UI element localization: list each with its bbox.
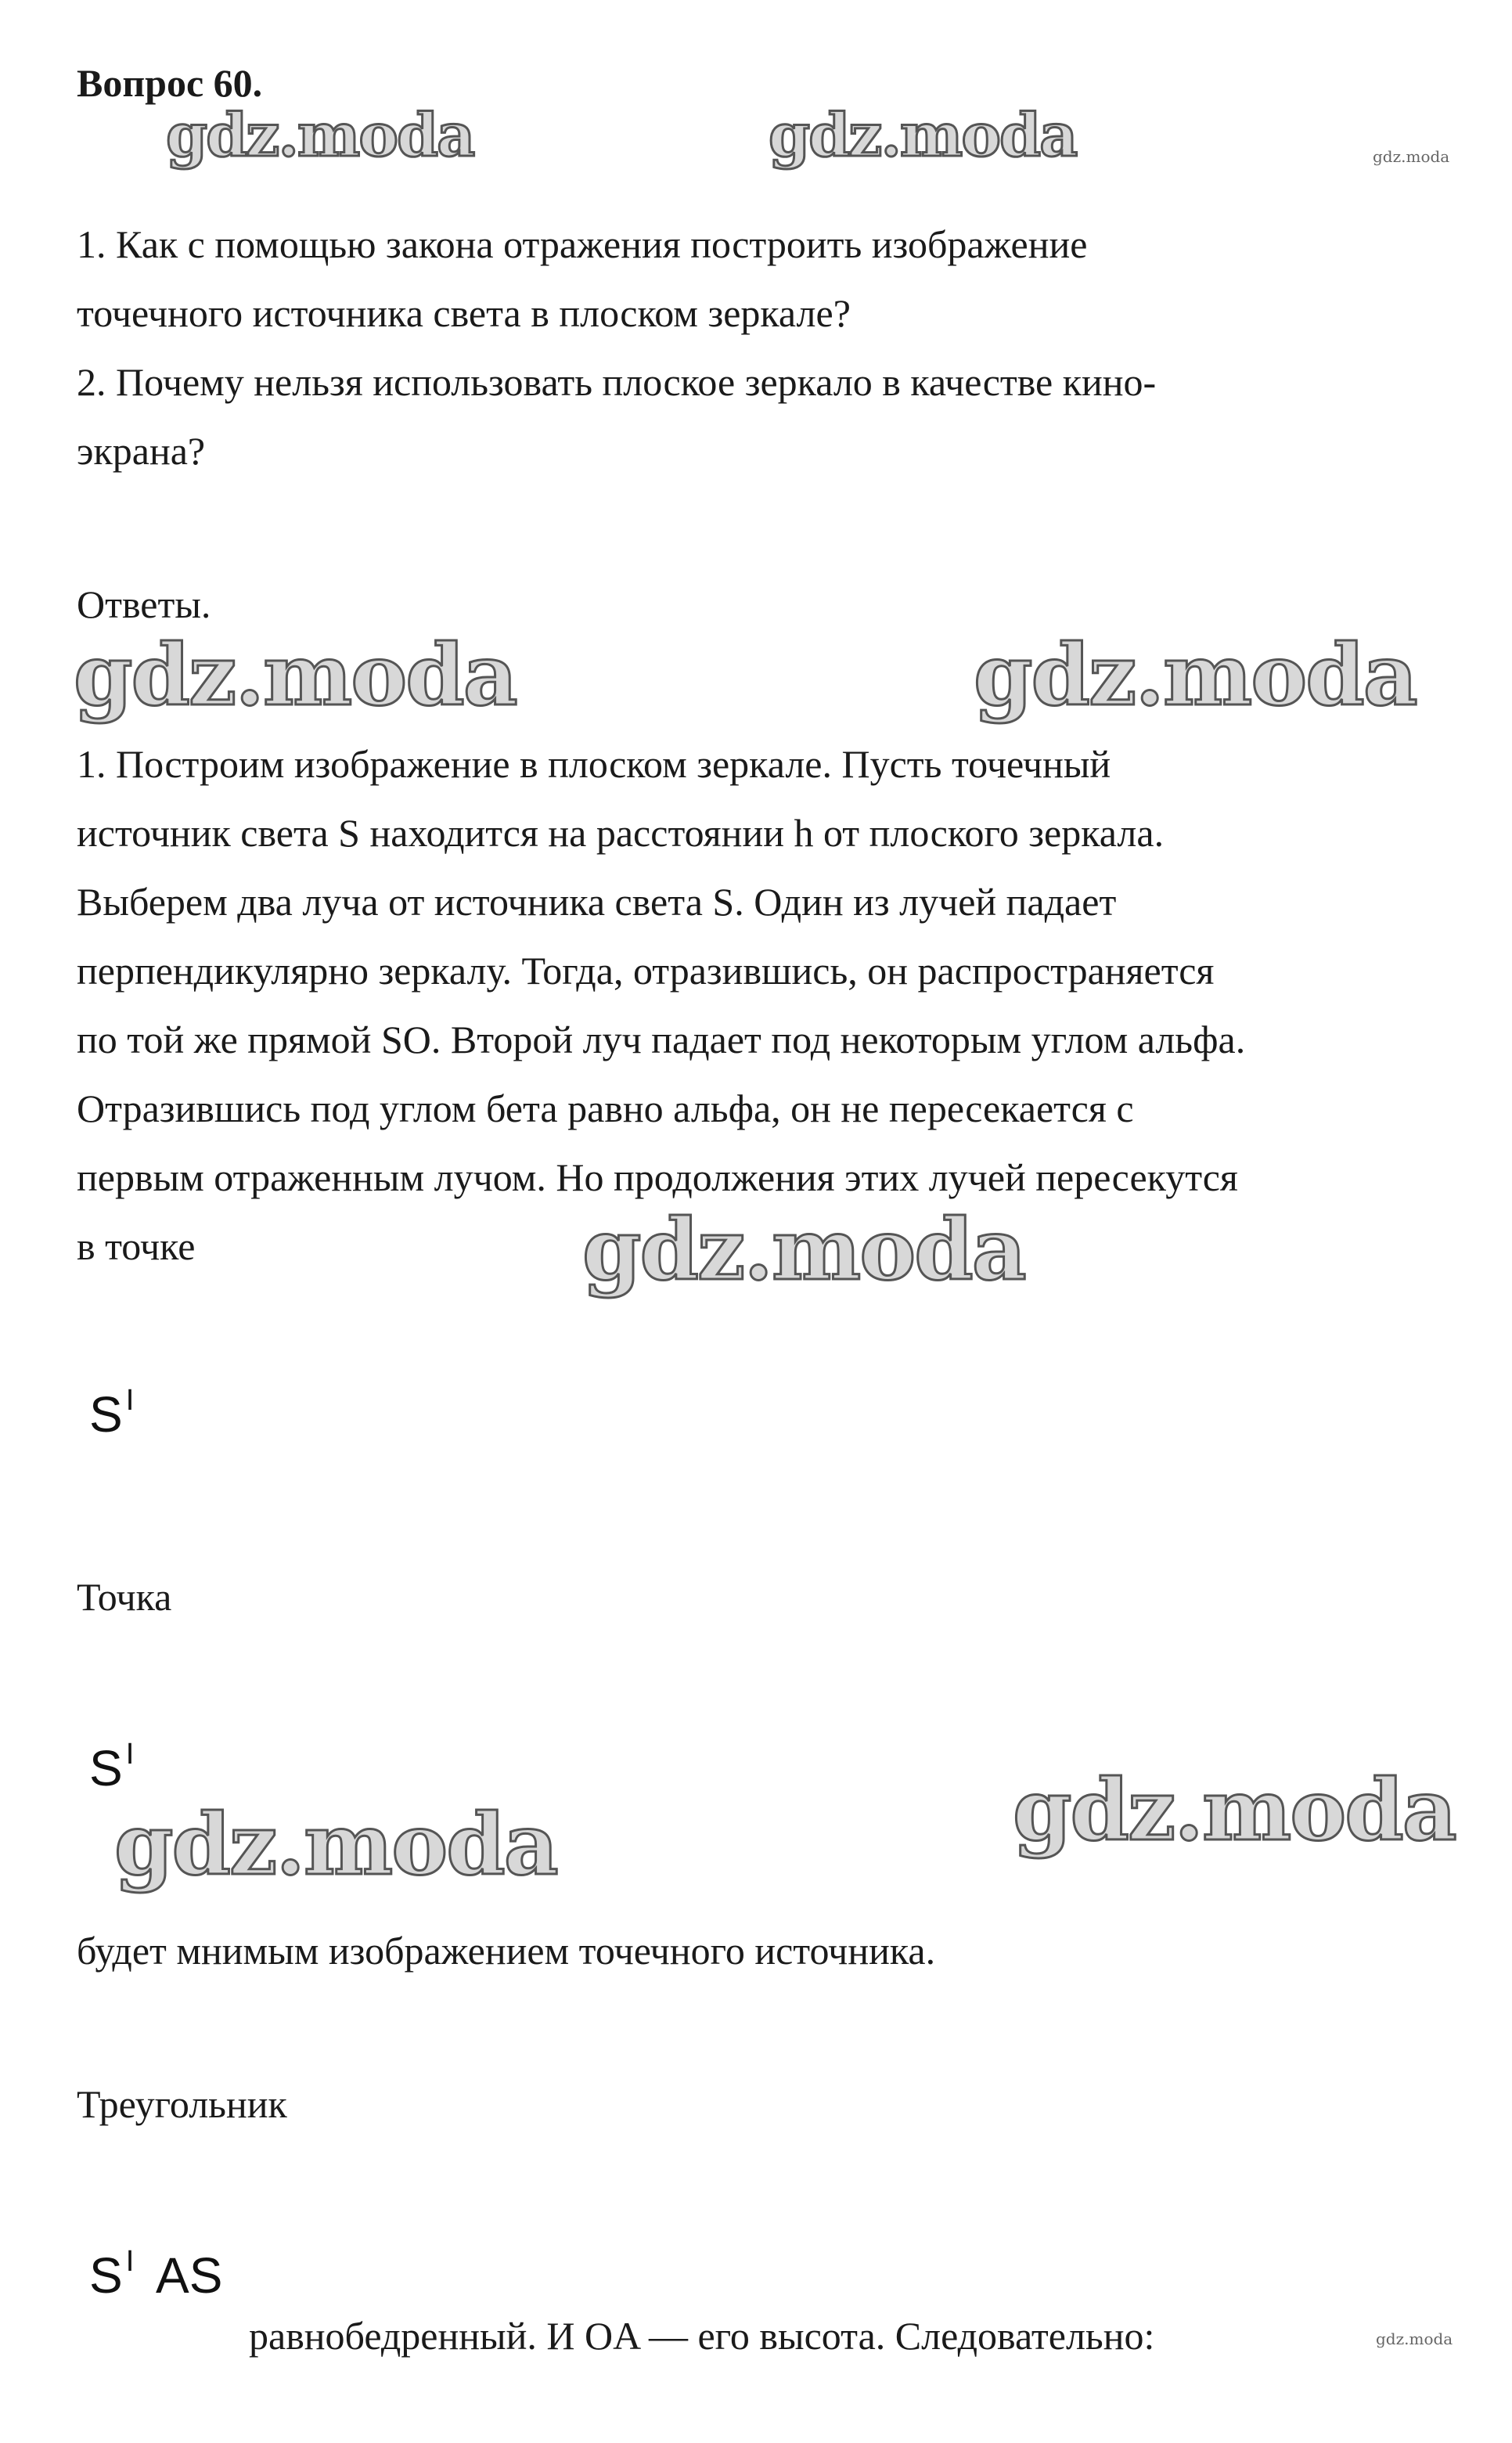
- label-point: Точка: [77, 1575, 172, 1619]
- watermark: gdz.moda: [1373, 147, 1450, 166]
- answer-line: Выберем два луча от источника света S. Один из лучей падает: [77, 880, 1117, 924]
- answer-line: первым отраженным лучом. Но продолжения этих лучей пересекутся: [77, 1155, 1238, 1199]
- question-line: 1. Как с помощью закона отражения построить изображение: [77, 222, 1088, 266]
- answer-line: перпендикулярно зеркалу. Тогда, отразившись, он распространяется: [77, 949, 1215, 993]
- question-line: 2. Почему нельзя использовать плоское зеркало в качестве кино-: [77, 360, 1157, 404]
- formula-triangle: S $^I$ AS: [89, 2244, 223, 2304]
- watermark: gdz.moda: [74, 626, 517, 725]
- watermark: gdz.moda: [1376, 2329, 1453, 2348]
- watermark: gdz.moda: [114, 1796, 557, 1894]
- question-line: экрана?: [77, 429, 206, 473]
- formula-s-prime: S $^I$: [89, 1737, 135, 1796]
- answer-line: источник света S находится на расстоянии h от плоского зеркала.: [77, 811, 1165, 855]
- watermark: gdz.moda: [582, 1201, 1025, 1299]
- answer-line: Отразившись под углом бета равно альфа, он не пересекается с: [77, 1086, 1134, 1130]
- watermark: gdz.moda: [974, 626, 1417, 725]
- formula-s-prime: S $^I$: [89, 1383, 135, 1443]
- question-line: точечного источника света в плоском зеркале?: [77, 291, 851, 335]
- label-triangle: Треугольник: [77, 2082, 287, 2126]
- answers-label: Ответы.: [77, 582, 211, 626]
- page-title: Вопрос 60.: [77, 61, 263, 105]
- answer-line: в точке: [77, 1224, 196, 1268]
- answer-line: 1. Построим изображение в плоском зеркале. Пусть точечный: [77, 742, 1111, 786]
- watermark: gdz.moda: [769, 100, 1077, 170]
- watermark: gdz.moda: [166, 100, 474, 170]
- virtual-image-text: будет мнимым изображением точечного источника.: [77, 1929, 936, 1973]
- isosceles-text: равнобедренный. И OA — его высота. Следовательно:: [249, 2314, 1155, 2358]
- watermark: gdz.moda: [1013, 1761, 1456, 1860]
- answer-line: по той же прямой SO. Второй луч падает под некоторым углом альфа.: [77, 1018, 1246, 1061]
